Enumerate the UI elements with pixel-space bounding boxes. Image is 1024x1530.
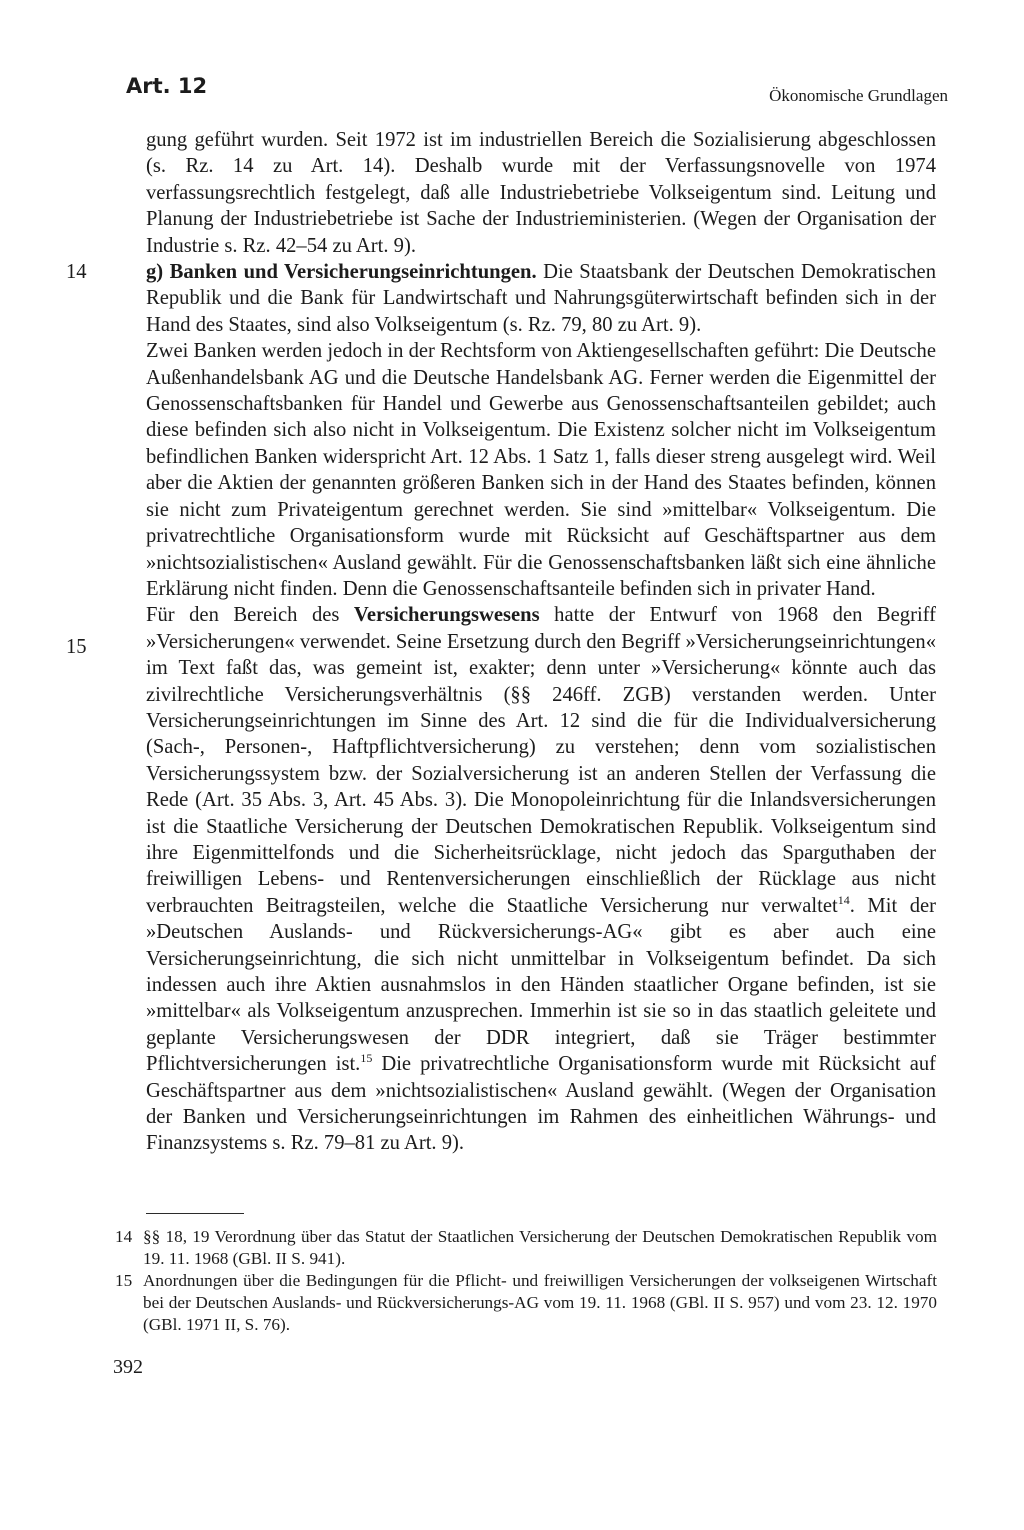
- margin-number-15: 15: [66, 636, 87, 658]
- paragraph-3: Zwei Banken werden jedoch in der Rechtsform von Aktiengesellschaften geführt: Die Deutsche Außenhandelsbank AG und die Deutsche Handelsbank AG. Ferner werden die Eigenmittel der Genossenschaftsbanken für Handel und Gewerbe aus Genossenschaftsanteilen gebildet; auch diese befinden sich also nicht in Volkseigentum. Die Existenz solcher nicht im Volkseigentum befindlichen Banken widerspricht Art. 12 Abs. 1 Satz 1, falls dieser streng ausgelegt wird. Weil aber die Aktien der genannten größeren Banken sich in der Hand des Staates befinden, können sie nicht zum Privateigentum gerechnet werden. Sie sind »mittelbar« Volkseigentum. Die privatrechtliche Organisationsform wurde mit Rücksicht auf Geschäftspartner aus dem »nichtsozialistischen« Ausland gewählt. Für die Genossenschaftsbanken läßt sich eine ähnliche Erklärung nicht finden. Denn die Genossenschaftsanteile befinden sich in privater Hand.: [146, 340, 936, 600]
- body-text: [146, 127, 936, 1157]
- footnote-number: 14: [115, 1227, 133, 1246]
- section-heading-banks: g) Banken und Versicherungseinrichtungen.: [146, 261, 537, 284]
- footnote-14: [115, 1226, 937, 1270]
- margin-number-14: 14: [66, 261, 87, 283]
- section-title: Ökonomische Grundlagen: [769, 86, 948, 105]
- footnote-text: Anordnungen über die Bedingungen für die Pflicht- und freiwilligen Versicherungen der volkseigenen Wirtschaft bei der Deutschen Auslands- und Rückversicherungs-AG vom 19. 11. 1968 (GBl. II S. 957) und vom 23. 12. 1970 (GBl. 1971 II, S. 76).: [143, 1271, 937, 1334]
- footnote-text: §§ 18, 19 Verordnung über das Statut der Staatlichen Versicherung der Deutschen Demokratischen Republik vom 19. 11. 1968 (GBl. II S. 941).: [143, 1227, 937, 1268]
- paragraph-1: gung geführt wurden. Seit 1972 ist im industriellen Bereich die Sozialisierung abgeschlossen (s. Rz. 14 zu Art. 14). Deshalb wurde mit der Verfassungsnovelle von 1974 verfassungsrechtlich festgelegt, daß alle Industriebetriebe Volkseigentum sind. Leitung und Planung der Industriebetriebe ist Sache der Industrieministerien. (Wegen der Organisation der Industrie s. Rz. 42–54 zu Art. 9).: [146, 129, 936, 257]
- article-heading: Art. 12: [126, 74, 208, 98]
- footnote-ref-14[interactable]: 14: [837, 892, 850, 907]
- paragraph-4-text-c: Die privatrechtliche Organisationsform wurde mit Rücksicht auf Geschäftspartner aus dem »nichtsozialistischen« Ausland gewählt. (Wegen der Organisation der Banken und Versicherungseinrichtungen im Rahmen des einheitlichen Währungs- und Finanzsystems s. Rz. 79–81 zu Art. 9).: [146, 1053, 936, 1155]
- section-heading-insurance: Versicherungswesens: [353, 604, 540, 627]
- paragraph-2: [146, 259, 936, 338]
- footnote-ref-15[interactable]: 15: [360, 1051, 373, 1066]
- paragraph-2-text: Die Staatsbank der Deutschen Demokratischen Republik und die Bank für Landwirtschaft und Nahrungsgüterwirtschaft befinden sich in der Hand des Staates, sind also Volkseigentum (s. Rz. 79, 80 zu Art. 9).: [146, 261, 936, 336]
- paragraph-4-text-a: hatte der Entwurf von 1968 den Begriff »Versicherungen« verwendet. Seine Ersetzung durch den Begriff »Versicherungseinrichtungen« im Text faßt das, was gemeint ist, exakter; denn unter »Versicherung« könnte auch das zivilrechtliche Versicherungsverhältnis (§§ 246ff. ZGB) verstanden werden. Unter Versicherungseinrichtungen im Sinne des Art. 12 sind die für die Individualversicherung (Sach-, Personen-, Haftpflichtversicherung) zu verstehen; denn vom sozialistischen Versicherungssystem bzw. der Sozialversicherung ist an anderen Stellen der Verfassung die Rede (Art. 35 Abs. 3, Art. 45 Abs. 3). Die Monopoleinrichtung für die Inlandsversicherungen ist die Staatliche Versicherung der Deutschen Demokratischen Republik. Volkseigentum sind ihre Eigenmittelfonds und die Sicherheitsrücklage, nicht jedoch das Sparguthaben der freiwilligen Lebens- und Rentenversicherungen einschließlich der Rücklage aus nicht verbrauchten Beitragsteilen, welche die Staatliche Versicherung nur verwaltet: [146, 604, 937, 917]
- footnotes: [115, 1226, 937, 1336]
- paragraph-4-start: Für den Bereich des: [146, 604, 354, 627]
- page-number: 392: [113, 1356, 143, 1378]
- footnote-15: [115, 1270, 937, 1336]
- footnote-number: 15: [115, 1271, 133, 1290]
- paragraph-4-text-b: . Mit der »Deutschen Auslands- und Rückversicherungs-AG« gibt es aber auch eine Versicherungseinrichtung, die sich nicht unmittelbar in Volkseigentum befindet. Da sich indessen auch ihre Aktien ausnahmslos in den Händen staatlicher Organe befinden, ist sie »mittelbar« als Volkseigentum anzusprechen. Immerhin ist sie so in das staatlich geleitete und geplante Versicherungswesen der DDR integriert, daß sie Träger bestimmter Pflichtversicherungen ist.: [146, 894, 936, 1076]
- footnote-divider: [146, 1213, 244, 1214]
- paragraph-4: [146, 602, 936, 1157]
